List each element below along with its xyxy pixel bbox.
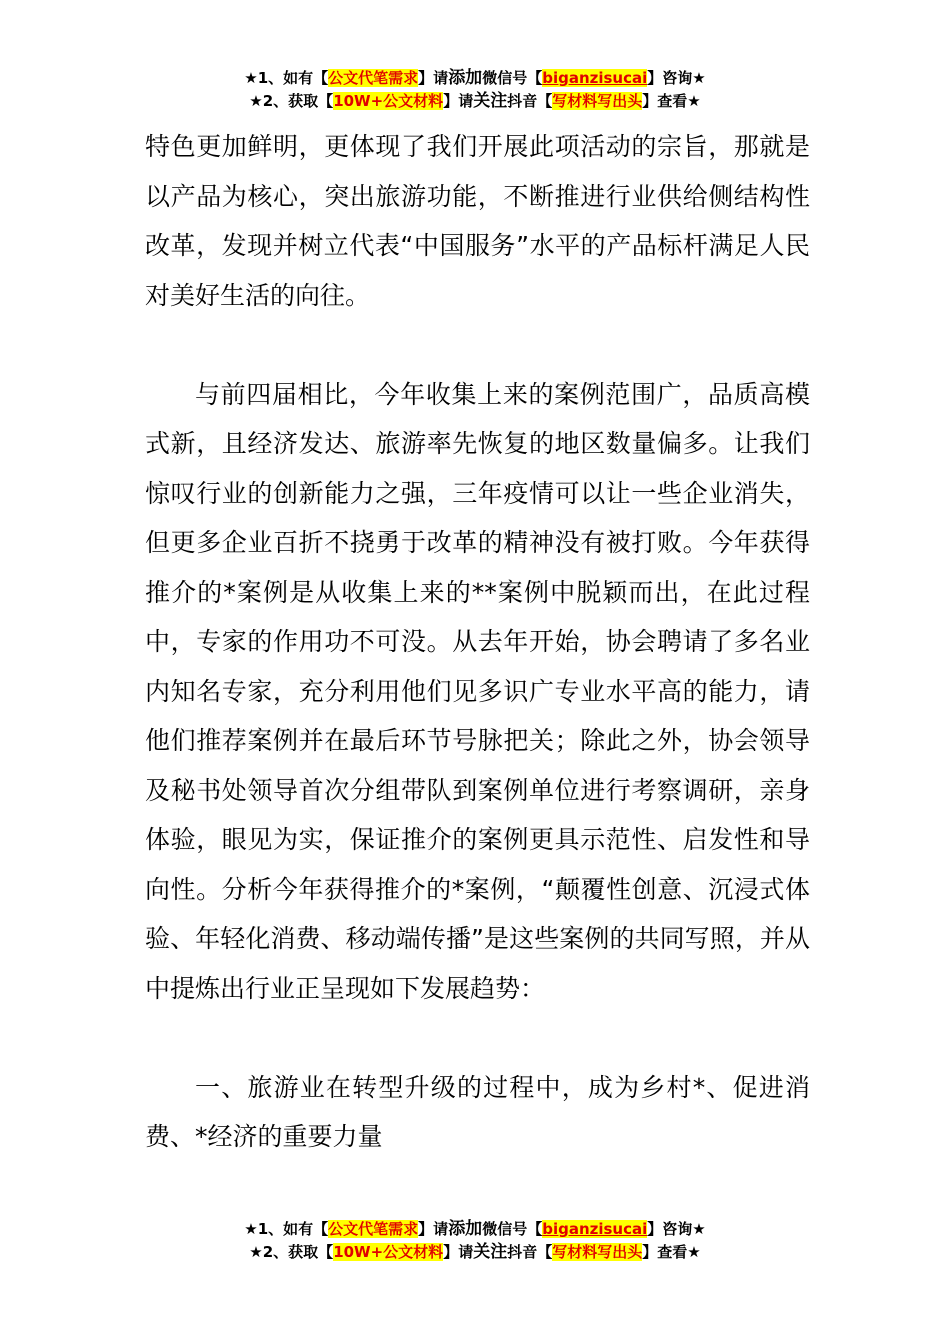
banner-text: 】请 bbox=[418, 69, 449, 87]
banner-text: ★1、如有【 bbox=[244, 1220, 329, 1238]
top-banner-line-2 bbox=[0, 90, 950, 113]
paragraph-1: 特色更加鲜明，更体现了我们开展此项活动的宗旨，那就是以产品为核心，突出旅游功能，不断推进行业供给侧结构性改革，发现并树立代表“中国服务”水平的产品标杆满足人民对美好生活的向往。 bbox=[145, 132, 810, 310]
banner-text: 抖音【 bbox=[507, 92, 553, 110]
document-body bbox=[145, 122, 810, 1162]
banner-text: 】咨询★ bbox=[647, 69, 706, 87]
banner-text: 】请 bbox=[418, 1220, 449, 1238]
bottom-banner bbox=[0, 1218, 950, 1264]
paragraph-spacer bbox=[145, 1013, 810, 1063]
banner-text: 微信号【 bbox=[482, 69, 543, 87]
banner-text: ★2、获取【 bbox=[249, 92, 334, 110]
highlight-materials: 10W+公文材料 bbox=[333, 92, 444, 110]
top-banner-line-1 bbox=[0, 67, 950, 90]
highlight-douyin-account: 写材料写出头 bbox=[552, 1243, 643, 1261]
highlight-materials: 10W+公文材料 bbox=[333, 1243, 444, 1261]
emphasis-add: 添加 bbox=[448, 68, 483, 88]
highlight-wechat-id: biganzisucai bbox=[542, 1220, 648, 1238]
banner-text: 】查看★ bbox=[642, 1243, 701, 1261]
paragraph-2: 与前四届相比，今年收集上来的案例范围广，品质高模式新，且经济发达、旅游率先恢复的地区数量偏多。让我们惊叹行业的创新能力之强，三年疫情可以让一些企业消失，但更多企业百折不挠勇于改革的精神没有被打败。今年获得推介的*案例是从收集上来的**案例中脱颖而出，在此过程中，专家的作用功不可没。从去年开始，协会聘请了多名业内知名专家，充分利用他们见多识广专业水平高的能力，请他们推荐案例并在最后环节号脉把关；除此之外，协会领导及秘书处领导首次分组带队到案例单位进行考察调研，亲身体验，眼见为实，保证推介的案例更具示范性、启发性和导向性。分析今年获得推介的*案例，“颠覆性创意、沉浸式体验、年轻化消费、移动端传播”是这些案例的共同写照，并从中提炼出行业正呈现如下发展趋势： bbox=[145, 379, 810, 1003]
banner-text: 抖音【 bbox=[507, 1243, 553, 1261]
highlight-ghostwriting: 公文代笔需求 bbox=[328, 1220, 419, 1238]
banner-text: 】请 bbox=[443, 92, 474, 110]
banner-text: ★1、如有【 bbox=[244, 69, 329, 87]
highlight-ghostwriting: 公文代笔需求 bbox=[328, 69, 419, 87]
banner-text: ★2、获取【 bbox=[249, 1243, 334, 1261]
banner-text: 】查看★ bbox=[642, 92, 701, 110]
emphasis-add: 添加 bbox=[448, 1219, 483, 1239]
bottom-banner-line-2 bbox=[0, 1241, 950, 1264]
paragraph-spacer bbox=[145, 320, 810, 370]
bottom-banner-line-1 bbox=[0, 1218, 950, 1241]
emphasis-follow: 关注 bbox=[473, 91, 508, 111]
emphasis-follow: 关注 bbox=[473, 1242, 508, 1262]
banner-text: 微信号【 bbox=[482, 1220, 543, 1238]
top-banner bbox=[0, 67, 950, 113]
banner-text: 】咨询★ bbox=[647, 1220, 706, 1238]
highlight-wechat-id: biganzisucai bbox=[542, 69, 648, 87]
highlight-douyin-account: 写材料写出头 bbox=[552, 92, 643, 110]
section-heading-1: 一、旅游业在转型升级的过程中，成为乡村*、促进消费、*经济的重要力量 bbox=[145, 1072, 810, 1151]
banner-text: 】请 bbox=[443, 1243, 474, 1261]
